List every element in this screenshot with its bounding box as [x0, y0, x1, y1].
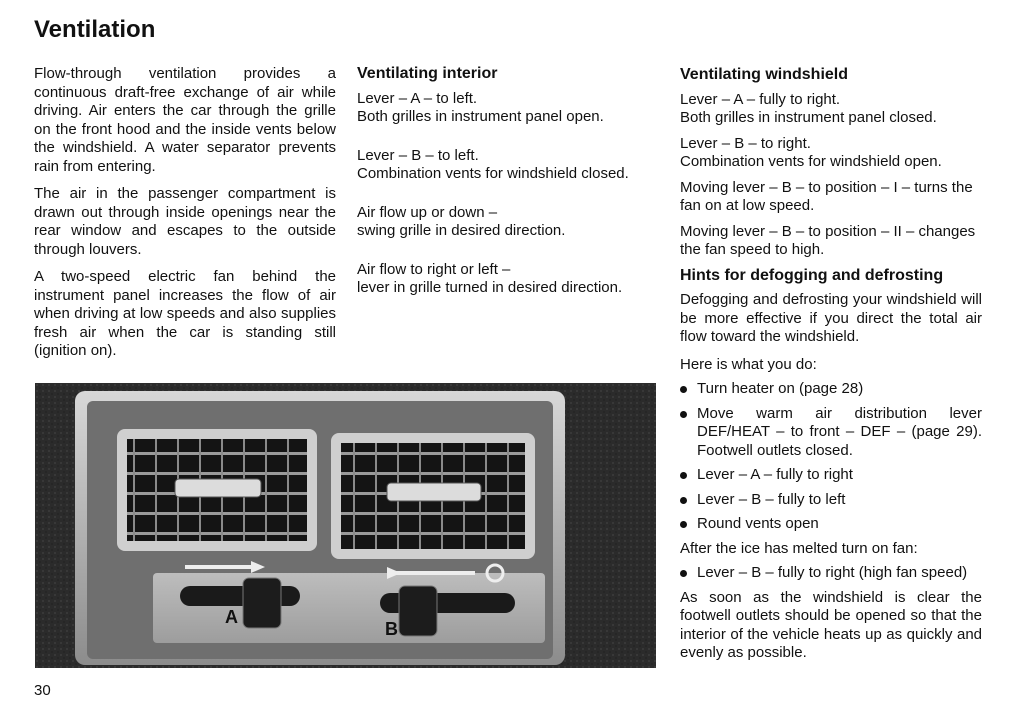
list-item	[680, 491, 982, 510]
lever-b-label: B	[385, 619, 398, 639]
step-text: Turn heater on (page 28)	[697, 380, 864, 397]
instruction-line: Lever – A – to left.	[357, 89, 478, 107]
ventilating-interior-column	[357, 65, 667, 318]
windshield-instruction	[680, 179, 982, 216]
bullet-icon	[680, 497, 687, 504]
interior-instruction	[357, 204, 667, 241]
defrost-steps-list	[680, 380, 982, 534]
list-item	[680, 466, 982, 485]
ventilating-windshield-column	[680, 64, 982, 672]
list-item	[680, 515, 982, 534]
instruction-line: Moving lever – B – to position – I – turns the fan on at low speed.	[680, 178, 973, 214]
step-text: Round vents open	[697, 515, 819, 532]
instruction-line: lever in grille turned in desired direction.	[357, 279, 623, 296]
page-title: Ventilation	[34, 16, 156, 43]
intro-column	[34, 65, 336, 370]
instruction-line: Lever – B – to right.	[680, 134, 811, 152]
lever-b-knob	[399, 586, 437, 636]
windshield-instruction	[680, 223, 982, 260]
dashboard-vents-photo	[35, 383, 656, 668]
after-lead: After the ice has melted turn on fan:	[680, 539, 918, 557]
bullet-icon	[680, 570, 687, 577]
bullet-icon	[680, 411, 687, 418]
right-grille-lever	[387, 483, 481, 501]
lever-a-slot	[180, 586, 300, 606]
lever-a-knob	[243, 578, 281, 628]
interior-instruction	[357, 90, 667, 127]
instruction-line: Combination vents for windshield open.	[680, 153, 942, 170]
step-text: Lever – A – fully to right	[697, 466, 853, 483]
list-item	[680, 564, 982, 583]
hints-intro: Defogging and defrosting your windshield will be more effective if you direct the total air flow toward the windshield.	[680, 291, 982, 345]
interior-instruction	[357, 261, 667, 298]
bullet-icon	[680, 521, 687, 528]
step-text: Lever – B – fully to left	[697, 490, 846, 508]
bullet-icon	[680, 386, 687, 393]
lever-a-label: A	[225, 607, 238, 627]
intro-paragraph-2: The air in the passenger compartment is drawn out through inside openings near the rear window and escapes to the outside through louvers.	[34, 185, 336, 258]
instruction-line: Moving lever – B – to position – II – changes the fan speed to high.	[680, 222, 976, 258]
hints-heading: Hints for defogging and defrosting	[680, 266, 944, 284]
instruction-line: Combination vents for windshield closed.	[357, 165, 629, 182]
step-text: Lever – B – fully to right (high fan speed)	[697, 564, 968, 581]
instruction-line: Air flow up or down –	[357, 203, 498, 221]
after-steps-list	[680, 564, 982, 583]
windshield-instruction	[680, 91, 982, 128]
closing-paragraph: As soon as the windshield is clear the footwell outlets should be opened so that the interior of the vehicle heats up as quickly and evenly as possible.	[680, 588, 982, 661]
ventilating-windshield-heading: Ventilating windshield	[680, 66, 849, 83]
list-item	[680, 380, 982, 399]
instruction-line: Lever – A – fully to right.	[680, 90, 841, 108]
page-number: 30	[34, 682, 51, 699]
hints-lead: Here is what you do:	[680, 355, 817, 373]
bullet-icon	[680, 472, 687, 479]
windshield-instruction	[680, 135, 982, 172]
dashboard-vents-illustration	[35, 383, 656, 668]
instruction-line: swing grille in desired direction.	[357, 222, 566, 239]
ventilating-interior-heading: Ventilating interior	[357, 65, 498, 82]
step-text: Move warm air distribution lever DEF/HEAT – to front – DEF – (page 29). Footwell outlets closed.	[697, 404, 982, 459]
instruction-line: Both grilles in instrument panel open.	[357, 108, 604, 125]
instruction-line: Both grilles in instrument panel closed.	[680, 109, 937, 126]
instruction-line: Air flow to right or left –	[357, 260, 511, 278]
instruction-line: Lever – B – to left.	[357, 146, 479, 164]
list-item	[680, 405, 982, 461]
intro-paragraph-1: Flow-through ventilation provides a continuous draft-free exchange of air while driving. Air enters the car through the grille on the front hood and the inside vents below the windshield. A water separator prevents rain from entering.	[34, 65, 336, 175]
intro-paragraph-3: A two-speed electric fan behind the instrument panel increases the flow of air when driving at low speeds and also supplies fresh air when the car is standing still (ignition on).	[34, 268, 336, 359]
left-grille-lever	[175, 479, 261, 497]
interior-instruction	[357, 147, 667, 184]
